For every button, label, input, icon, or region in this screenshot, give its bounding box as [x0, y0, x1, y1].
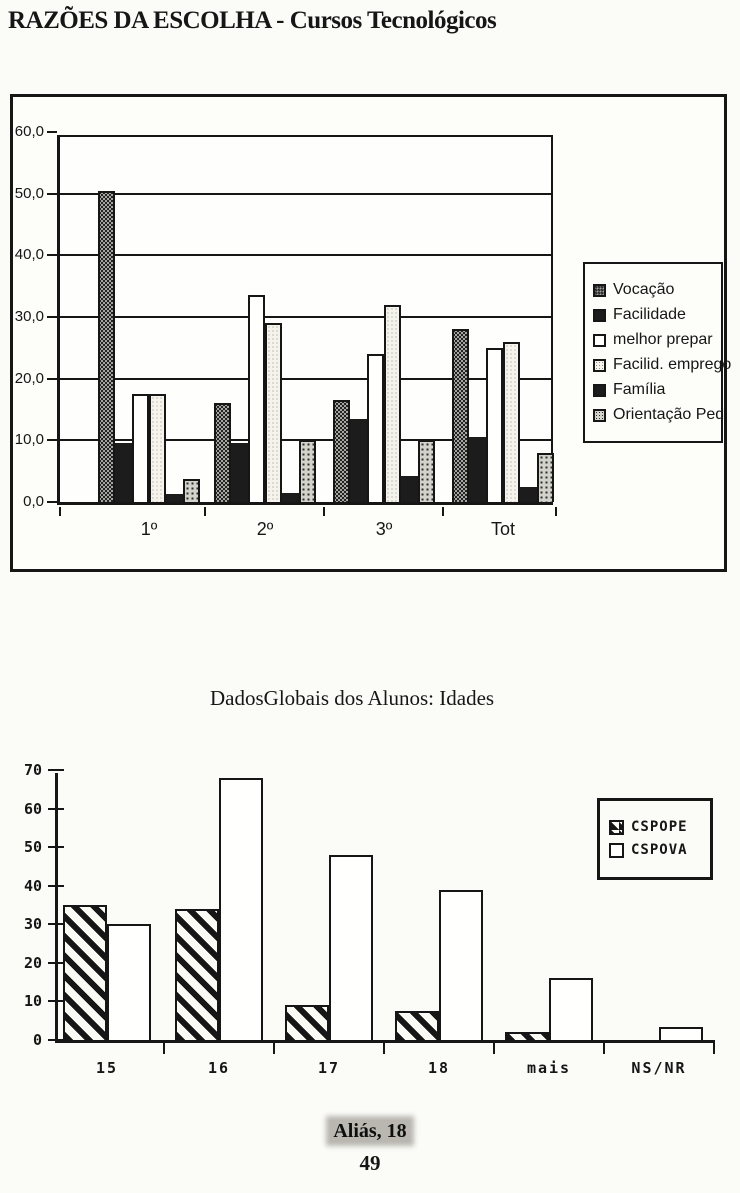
- y-axis-tick: [48, 769, 64, 771]
- legend-item: [609, 842, 710, 858]
- y-axis-tick-label: 50,0: [14, 184, 44, 202]
- y-axis-tick: [48, 1039, 64, 1041]
- bar-melhor-prepar: [248, 295, 265, 502]
- bar-cspova: [329, 855, 373, 1040]
- bar-cspope: [175, 909, 219, 1040]
- x-axis-label: mais: [526, 1059, 572, 1077]
- legend-swatch-melhor-prepar: [593, 334, 606, 347]
- legend-item: [593, 406, 725, 424]
- bar-familia: [401, 476, 418, 502]
- y-axis-tick-label: 40,0: [14, 246, 44, 264]
- x-axis-tick: [555, 507, 557, 516]
- y-axis-tick: [48, 1000, 64, 1002]
- y-axis-tick-label: 10: [23, 992, 42, 1011]
- y-axis-tick: [48, 885, 64, 887]
- bar-orientacao-ped: [418, 440, 435, 502]
- y-axis-tick-label: 0,0: [23, 493, 44, 510]
- ages-chart: [0, 680, 740, 1110]
- y-axis-tick-label: 50: [23, 838, 42, 857]
- bar-orientacao-ped: [537, 453, 554, 502]
- bar-melhor-prepar: [367, 354, 384, 502]
- legend-item: [593, 306, 713, 324]
- gridline: [60, 378, 551, 380]
- legend-label: CSPOPE: [631, 819, 688, 835]
- legend-swatch-familia: [593, 384, 606, 397]
- ages-chart-title: DadosGlobais dos Alunos: Idades: [210, 686, 495, 710]
- reasons-chart-legend: [583, 262, 732, 443]
- reasons-chart-frame: [10, 94, 732, 572]
- bar-facilid-emprego: [384, 305, 401, 502]
- bar-cspope: [395, 1011, 439, 1040]
- page-title: RAZÕES DA ESCOLHA - Cursos Tecnológicos: [8, 7, 497, 34]
- gridline: [60, 254, 551, 256]
- legend-label: CSPOVA: [631, 842, 688, 858]
- legend-label: Família: [613, 381, 666, 398]
- y-axis-tick-label: 60,0: [14, 123, 44, 140]
- bar-facilidade: [115, 443, 132, 502]
- bar-facilidade: [469, 437, 486, 502]
- x-axis-label: 18: [427, 1059, 451, 1077]
- gridline: [60, 193, 551, 195]
- bar-facilid-emprego: [265, 323, 282, 502]
- x-axis-tick: [603, 1043, 605, 1054]
- legend-item: [593, 331, 713, 349]
- y-axis-tick: [47, 254, 57, 256]
- reasons-chart-plot: [14, 123, 553, 539]
- bar-cspova: [107, 924, 151, 1040]
- bar-cspova: [659, 1027, 703, 1041]
- bar-orientacao-ped: [299, 440, 316, 502]
- y-axis-tick-label: 60: [23, 799, 42, 818]
- bar-facilidade: [350, 419, 367, 502]
- y-axis-tick-label: 20: [23, 953, 42, 972]
- bar-facilidade: [231, 443, 248, 502]
- y-axis-tick: [47, 131, 57, 133]
- x-axis-tick: [713, 1043, 715, 1054]
- bar-cspova: [549, 978, 593, 1040]
- y-axis-tick: [47, 501, 57, 503]
- y-axis-tick-label: 30,0: [14, 308, 44, 325]
- bar-cspope: [63, 905, 107, 1040]
- x-axis-tick: [59, 507, 61, 516]
- legend-swatch-cspova: [609, 843, 624, 858]
- x-axis-tick: [204, 507, 206, 516]
- bar-familia: [282, 493, 299, 502]
- legend-swatch-orientacao-ped: [593, 409, 606, 422]
- legend-label: Facilidade: [613, 306, 686, 323]
- legend-item: [593, 356, 732, 374]
- y-axis-tick: [47, 316, 57, 318]
- legend-item: [593, 281, 713, 299]
- y-axis-tick-label: 10,0: [14, 431, 44, 449]
- legend-label: Orientação Ped: [613, 406, 725, 423]
- bar-vocacao: [452, 329, 469, 502]
- x-axis-tick: [442, 507, 444, 516]
- bar-vocacao: [333, 400, 350, 502]
- bar-orientacao-ped: [183, 479, 200, 502]
- bar-facilid-emprego: [503, 342, 520, 502]
- legend-label: melhor prepar: [613, 331, 713, 348]
- legend-swatch-facilid-emprego: [593, 359, 606, 372]
- x-axis-label: 1º: [140, 519, 158, 539]
- bar-vocacao: [214, 403, 231, 502]
- x-axis-tick: [163, 1043, 165, 1054]
- legend-label: Vocação: [613, 281, 675, 298]
- bar-familia: [520, 487, 537, 502]
- x-axis-label: 2º: [256, 519, 274, 539]
- bar-melhor-prepar: [132, 394, 149, 502]
- bar-melhor-prepar: [486, 348, 503, 502]
- x-axis-label: NS/NR: [631, 1059, 687, 1077]
- y-axis-tick: [47, 193, 57, 195]
- gridline: [60, 316, 551, 318]
- x-axis-label: 17: [317, 1059, 341, 1077]
- legend-swatch-cspope: [609, 820, 624, 835]
- y-axis-tick: [48, 846, 64, 848]
- bar-familia: [166, 494, 183, 502]
- x-axis-label: 15: [95, 1059, 119, 1077]
- legend-label: Facilid. emprego: [613, 356, 732, 373]
- legend-swatch-vocacao: [593, 284, 606, 297]
- y-axis-tick-label: 30: [23, 915, 42, 934]
- y-axis-tick: [48, 962, 64, 964]
- y-axis-tick: [48, 808, 64, 810]
- page-number: 49: [359, 1151, 381, 1175]
- y-axis-tick: [47, 439, 57, 441]
- bar-facilid-emprego: [149, 394, 166, 502]
- y-axis-tick: [47, 378, 57, 380]
- y-axis-tick-label: 40: [23, 876, 42, 895]
- x-axis-tick: [493, 1043, 495, 1054]
- x-axis-tick: [273, 1043, 275, 1054]
- bar-vocacao: [98, 191, 115, 502]
- y-axis-tick-label: 70: [23, 761, 42, 779]
- x-axis-tick: [383, 1043, 385, 1054]
- bar-cspope: [505, 1032, 549, 1040]
- x-axis-tick: [323, 507, 325, 516]
- legend-swatch-facilidade: [593, 309, 606, 322]
- y-axis-tick-label: 0: [32, 1031, 42, 1049]
- legend-item: [609, 819, 710, 835]
- y-axis-tick-label: 20,0: [14, 369, 44, 387]
- footer-note: Aliás, 18: [0, 1120, 740, 1143]
- x-axis-label: 16: [207, 1059, 231, 1077]
- ages-chart-legend: [597, 798, 713, 880]
- x-axis-label: 3º: [375, 519, 393, 539]
- bar-cspova: [219, 778, 263, 1040]
- x-axis-label: Tot: [490, 519, 515, 539]
- bar-cspope: [285, 1005, 329, 1040]
- legend-item: [593, 381, 713, 399]
- y-axis-tick: [48, 923, 64, 925]
- bar-cspova: [439, 890, 483, 1040]
